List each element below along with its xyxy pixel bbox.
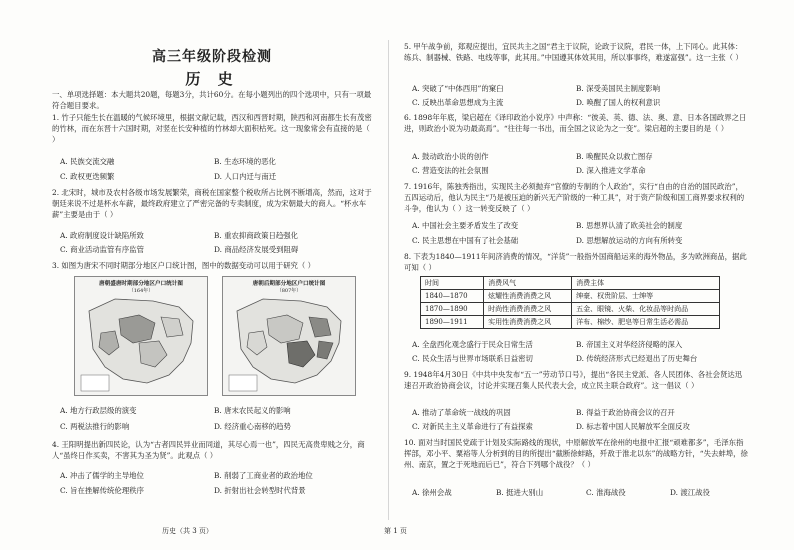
- table-header: 消费主体: [572, 277, 720, 290]
- question-2-stem: 2. 北宋时，城市及农村各级市场发展繁荣，商税在国家整个税收所占比例不断增高，然而，这对于朝廷来说不过是杯水车薪，最终政府建立了严密完备的专卖制度，成为宋朝最大的商人。“杯水车薪”主要是由于（ ）: [52, 188, 372, 219]
- q6-option-c: C. 营造变法的社会氛围: [412, 166, 489, 175]
- map-tang-late: [222, 276, 356, 396]
- column-divider: [388, 40, 389, 520]
- q7-option-d: D. 思想解放运动的方向有所转变: [576, 236, 683, 245]
- q4-option-d: D. 折射出社会转型时代背景: [214, 486, 306, 495]
- q8-option-a: A. 全盘西化观念盛行于民众日常生活: [412, 340, 533, 349]
- q1-option-d: D. 人口内迁与南迁: [214, 172, 277, 181]
- table-cell: 1890—1911: [421, 316, 484, 329]
- q5-option-b: B. 深受美国民主制度影响: [576, 84, 661, 93]
- question-4-stem: 4. 王阳明提出新四民论，认为“古者四民异业而同道，其尽心焉一也”，四民无高贵卑贱之分，商人“虽终日作买卖，不害其为圣为贤”。此观点（ ）: [52, 440, 365, 460]
- table-cell: 炫耀性消费消费之风: [484, 290, 572, 303]
- q9-option-a: A. 推动了革命统一战线的巩固: [412, 408, 511, 417]
- q10-option-a: A. 徐州会战: [412, 488, 452, 497]
- map-tang-early-figure: [75, 277, 207, 395]
- q8-option-c: C. 民众生活与世界市场联系日益密切: [412, 354, 533, 363]
- table-cell: 实用性消费消费之风: [484, 316, 572, 329]
- map-tang-early-title: 唐朝盛唐时期部分地区户口统计图: [99, 281, 183, 287]
- table-row: [421, 316, 720, 329]
- q5-option-c: C. 反映出革命思想成为主流: [412, 98, 504, 107]
- question-9-stem: 9. 1948年4月30日《中共中央发布“五一”劳动节口号》，提出“各民主党派、各人民团体、各社会贤达迅速召开政治协商会议，讨论并实现召集人民代表大会，成立民主联合政府”。这一倡议（ ）: [404, 370, 743, 390]
- q2-option-b: B. 重农抑商政策日趋强化: [214, 231, 299, 240]
- q4-option-b: B. 削弱了工商业者的政治地位: [214, 471, 313, 480]
- q10-option-d: D. 渡江战役: [670, 488, 710, 497]
- q3-option-b: B. 唐末农民起义的影响: [214, 406, 291, 415]
- question-3-stem: 3. 如图为唐宋不同时期部分地区户口统计图，图中的数据变动可以用于研究（ ）: [52, 261, 316, 270]
- map-tang-late-title: 唐朝后期部分地区户口统计图: [252, 281, 326, 287]
- table-header: 时间: [421, 277, 484, 290]
- instructions: 一、单项选择题：本大题共20题，每题3分，共计60分。在每小题列出的四个选项中，只有一项最符合题目要求。: [52, 90, 372, 110]
- footer-page-count: 历史（共 3 页）: [162, 527, 213, 535]
- q3-option-a: A. 地方行政层级的演变: [60, 406, 137, 415]
- map-tang-late-figure: [223, 277, 355, 395]
- q3-option-d: D. 经济重心南移的趋势: [214, 422, 291, 431]
- q3-option-c: C. 两税法推行的影响: [60, 422, 130, 431]
- q2-option-c: C. 商业活动监管有序监管: [60, 245, 144, 254]
- table-header-row: [421, 277, 720, 290]
- table-row: [421, 303, 720, 316]
- q2-option-d: D. 商品经济发展受到阻碍: [214, 245, 299, 254]
- q10-option-b: B. 挺进大别山: [496, 488, 544, 497]
- left-column: [52, 0, 372, 550]
- question-10-stem: 10. 面对当时国民党疏于计划及实际路线的现状，中原解放军在徐州的电报中汇报“顽难都多”，毛泽东指挥部，邓小平、粟裕等人分析到的目的所提出“截断徐蚌路，歼敌于淮北以东”的战略方针，“失去蚌埠，徐州、南京，置之于死地而后已”，符合下列哪个战役？（ ）: [404, 438, 748, 469]
- q1-option-c: C. 政权更迭频繁: [60, 172, 115, 181]
- table-row: [421, 290, 720, 303]
- q9-option-c: C. 对新民主主义革命进行了有益探索: [412, 422, 533, 431]
- q7-option-a: A. 中国社会主要矛盾发生了改变: [412, 221, 519, 230]
- map-tang-early: [74, 276, 208, 396]
- q5-option-d: D. 唤醒了国人的权利意识: [576, 98, 661, 107]
- subject-title: 历 史: [185, 70, 239, 88]
- q5-option-a: A. 突破了“中体西用”的窠臼: [412, 84, 504, 93]
- question-6-stem: 6. 1898年年底，梁启超在《译印政治小说序》中声称：“彼美、英、德、法、奥、意、日本各国政界之日进，则政治小说为功最高焉”。“往往每一书出，而全国之议论为之一变”。梁启超的主要目的是（ ）: [404, 113, 747, 133]
- q6-option-b: B. 唤醒民众以救亡图存: [576, 152, 653, 161]
- table-cell: 时尚性消费消费之风: [484, 303, 572, 316]
- footer-page-number: 第 1 页: [384, 527, 407, 535]
- table-cell: 1870—1890: [421, 303, 484, 316]
- table-header: 消费风气: [484, 277, 572, 290]
- q1-option-b: B. 生态环境的恶化: [214, 157, 276, 166]
- q7-option-c: C. 民主思想在中国有了社会基础: [412, 236, 519, 245]
- q1-option-a: A. 民族交流交融: [60, 157, 115, 166]
- q8-option-b: B. 帝国主义对华经济侵略的深入: [576, 340, 683, 349]
- table-cell: 1840—1870: [421, 290, 484, 303]
- q4-option-c: C. 旨在挫解传统伦理秩序: [60, 486, 144, 495]
- question-7-stem: 7. 1916年，陈独秀指出，实现民主必须抛弃“官僚的专制的个人政治”，实行“自由的自治的国民政治”，五四运动后，他认为民主“乃是被压迫的新兴无产阶级的一种工具”，对于资产阶级和国工商界要求权利的斗争，他认为（ ）这一转变反映了（ ）: [404, 182, 745, 213]
- map-tang-late-year: （807年）: [276, 288, 302, 294]
- q7-option-b: B. 思想界认清了欧美社会的制度: [576, 221, 683, 230]
- q2-option-a: A. 政府制度设计缺陷所致: [60, 231, 144, 240]
- consumption-table: [420, 276, 720, 329]
- q8-option-d: D. 传统经济形式已经退出了历史舞台: [576, 354, 698, 363]
- q9-option-d: D. 标志着中国人民解放军全面反攻: [576, 422, 690, 431]
- q4-option-a: A. 冲击了儒学的主导地位: [60, 471, 144, 480]
- question-5-stem: 5. 甲午战争前，郑观应提出，宜民共主之国“君主于议院，论政于议院，君民一体，上下同心。此其体：练兵、制器械、铁路、电线等事，此其用。”中国遵其体效其用，所以事事终，难遂富强”。这一主张（ ）: [404, 42, 743, 62]
- question-8-stem: 8. 下表为1840—1911年间济消费的情况，“洋货”一般指外国商船运来的海外物品，多为欧洲商品，据此可知（ ）: [404, 252, 747, 272]
- question-1-stem: 1. 竹子只能生长在温暖的气候环境里，根据文献记载，西汉和西晋时期，陕西和河南都生长有茂密的竹林，而在东晋十六国时期，对竖在长安种植的竹林却大面积枯死。这一现象常会有直接的是（ ）: [52, 113, 372, 144]
- q9-option-b: B. 得益于政治协商会议的召开: [576, 408, 675, 417]
- table-cell: 绅豪、权贵阶层、士绅等: [572, 290, 720, 303]
- q10-option-c: C. 淮海战役: [586, 488, 626, 497]
- q6-option-d: D. 深入推进文学革命: [576, 166, 646, 175]
- right-column: [404, 0, 749, 550]
- table-cell: 洋布、棉纱、肥皂等日常生活必需品: [572, 316, 720, 329]
- exam-title: 高三年级阶段检测: [152, 49, 272, 65]
- table-cell: 五金、眼镜、火柴、化妆品等时尚品: [572, 303, 720, 316]
- q6-option-a: A. 鼓动政治小说的创作: [412, 152, 489, 161]
- map-tang-early-year: （164年）: [128, 288, 154, 294]
